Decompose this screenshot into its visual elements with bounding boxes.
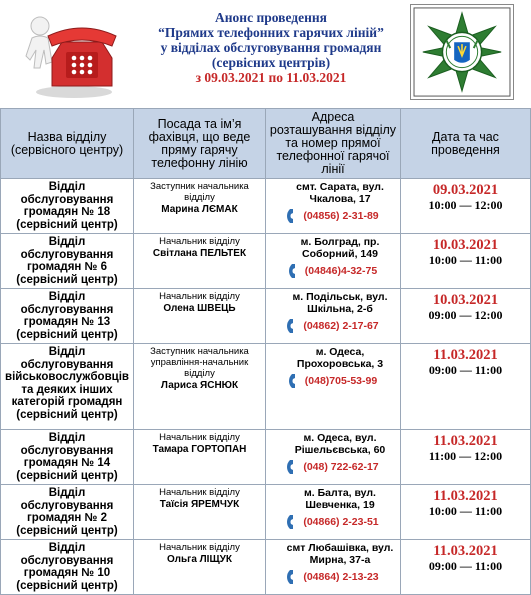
- specialist-cell: [134, 540, 266, 595]
- column-header-address: Адреса розташування відділу та номер прямої телефонної гарячої лінії: [266, 109, 401, 179]
- datetime-cell: [401, 289, 531, 344]
- hotline-phone[interactable]: [269, 373, 397, 389]
- specialist-name: Олена ШВЕЦЬ: [163, 303, 236, 314]
- address-text: смт. Сарата, вул. Чкалова, 17: [296, 181, 384, 205]
- announcement-dates: з 09.03.2021 по 11.03.2021: [195, 70, 347, 85]
- datetime-cell: [401, 430, 531, 485]
- table-header-row: [1, 109, 531, 179]
- hotline-phone[interactable]: [269, 263, 397, 279]
- specialist-name: Світлана ПЕЛЬТЕК: [152, 248, 247, 259]
- specialist-position: Начальник відділу: [159, 542, 240, 553]
- specialist-cell: [134, 430, 266, 485]
- address-text: м. Одеса, вул. Рішельєвська, 60: [294, 432, 386, 456]
- phone-handset-icon: [287, 208, 297, 224]
- phone-handset-icon: [287, 459, 297, 475]
- announcement-title: [140, 10, 402, 85]
- hotline-schedule-table: [0, 108, 531, 595]
- address-cell: [266, 344, 401, 430]
- address-cell: [266, 289, 401, 344]
- department-name: Відділ обслуговування громадян № 10 (сервісний центр): [1, 540, 134, 595]
- table-row: [1, 485, 531, 540]
- phone-number: (04866) 2-23-51: [303, 516, 379, 528]
- hotline-date: 11.03.2021: [433, 347, 498, 363]
- hotline-phone[interactable]: [269, 208, 397, 224]
- address-cell: [266, 485, 401, 540]
- specialist-name: Тамара ГОРТОПАН: [152, 444, 247, 455]
- specialist-position: Начальник відділу: [159, 291, 240, 302]
- specialist-position: Начальник відділу: [159, 432, 240, 443]
- hotline-time: 10:00 — 12:00: [428, 198, 503, 212]
- address-cell: [266, 234, 401, 289]
- phone-number: (04864) 2-13-23: [303, 571, 379, 583]
- table-row: [1, 179, 531, 234]
- specialist-position: Заступник начальника управління-начальник відділу: [150, 346, 249, 379]
- table-body: [1, 179, 531, 595]
- hotline-phone[interactable]: [269, 318, 397, 334]
- address-text: м. Подільськ, вул. Шкільна, 2-б: [292, 291, 388, 315]
- title-line: “Прямих телефонних гарячих ліній”: [158, 25, 384, 40]
- specialist-cell: [134, 179, 266, 234]
- hotline-phone[interactable]: [269, 514, 397, 530]
- phone-handset-icon: [287, 514, 297, 530]
- datetime-cell: [401, 234, 531, 289]
- datetime-cell: [401, 179, 531, 234]
- table-row: [1, 540, 531, 595]
- department-name: Відділ обслуговування громадян № 18 (сервісний центр): [1, 179, 134, 234]
- department-name: Відділ обслуговування громадян № 13 (сервісний центр): [1, 289, 134, 344]
- hotline-time: 10:00 — 11:00: [428, 504, 503, 518]
- table-row: [1, 234, 531, 289]
- hotline-time: 09:00 — 11:00: [428, 559, 503, 573]
- department-name: Відділ обслуговування громадян № 6 (сервісний центр): [1, 234, 134, 289]
- specialist-position: Начальник відділу: [159, 487, 240, 498]
- specialist-name: Таїсія ЯРЕМЧУК: [159, 499, 240, 510]
- specialist-cell: [134, 344, 266, 430]
- phone-number: (048) 722-62-17: [303, 461, 379, 473]
- specialist-cell: [134, 289, 266, 344]
- column-header-specialist: Посада та ім’я фахівця, що веде пряму гарячу телефонну лінію: [134, 109, 266, 179]
- hotline-time: 11:00 — 12:00: [428, 449, 503, 463]
- title-line: у відділах обслуговування громадян: [160, 40, 382, 55]
- specialist-position: Заступник начальника відділу: [150, 181, 249, 203]
- specialist-cell: [134, 234, 266, 289]
- hotline-date: 11.03.2021: [433, 543, 498, 559]
- phone-handset-icon: [289, 373, 299, 389]
- address-text: м. Болград, пр. Соборний, 149: [300, 236, 380, 260]
- specialist-name: Лариса ЯСНЮК: [160, 380, 239, 391]
- specialist-cell: [134, 485, 266, 540]
- table-row: [1, 289, 531, 344]
- department-name: Відділ обслуговування громадян № 2 (сервісний центр): [1, 485, 134, 540]
- phone-number: (04846)4-32-75: [304, 265, 378, 277]
- red-telephone-with-figure-icon: [22, 6, 118, 102]
- phone-number: (048)705-53-99: [304, 375, 378, 387]
- phone-handset-icon: [289, 263, 299, 279]
- department-name: Відділ обслуговування військовослужбовців та деяких інших категорій громадян (сервісний центр): [1, 344, 134, 430]
- phone-number: (04862) 2-17-67: [303, 320, 379, 332]
- address-cell: [266, 179, 401, 234]
- hotline-time: 09:00 — 11:00: [428, 363, 503, 377]
- phone-handset-icon: [287, 569, 297, 585]
- title-line: (сервісних центрів): [211, 55, 331, 70]
- datetime-cell: [401, 485, 531, 540]
- table-row: [1, 430, 531, 485]
- datetime-cell: [401, 540, 531, 595]
- address-text: м. Одеса, Прохоровська, 3: [296, 346, 384, 370]
- phone-handset-icon: [287, 318, 297, 334]
- column-header-department: Назва відділу (сервісного центру): [1, 109, 134, 179]
- hotline-time: 10:00 — 11:00: [428, 253, 503, 267]
- hotline-date: 11.03.2021: [433, 433, 498, 449]
- table-row: [1, 344, 531, 430]
- service-center-emblem-icon: [410, 4, 514, 100]
- column-header-datetime: Дата та час проведення: [401, 109, 531, 179]
- hotline-date: 09.03.2021: [432, 182, 499, 198]
- address-cell: [266, 540, 401, 595]
- department-name: Відділ обслуговування громадян № 14 (сервісний центр): [1, 430, 134, 485]
- datetime-cell: [401, 344, 531, 430]
- specialist-position: Начальник відділу: [159, 236, 240, 247]
- hotline-phone[interactable]: [269, 569, 397, 585]
- title-line: Анонс проведення: [215, 10, 327, 25]
- page-header: [0, 0, 530, 106]
- hotline-time: 09:00 — 12:00: [428, 308, 503, 322]
- phone-number: (04856) 2-31-89: [303, 210, 379, 222]
- address-text: смт Любашівка, вул. Мирна, 37-а: [286, 542, 394, 566]
- hotline-date: 10.03.2021: [432, 292, 499, 308]
- hotline-date: 11.03.2021: [433, 488, 498, 504]
- address-text: м. Балта, вул. Шевченка, 19: [304, 487, 376, 511]
- specialist-name: Ольга ЛІЩУК: [167, 554, 232, 565]
- hotline-date: 10.03.2021: [432, 237, 499, 253]
- hotline-phone[interactable]: [269, 459, 397, 475]
- address-cell: [266, 430, 401, 485]
- specialist-name: Марина ЛЄМАК: [161, 204, 238, 215]
